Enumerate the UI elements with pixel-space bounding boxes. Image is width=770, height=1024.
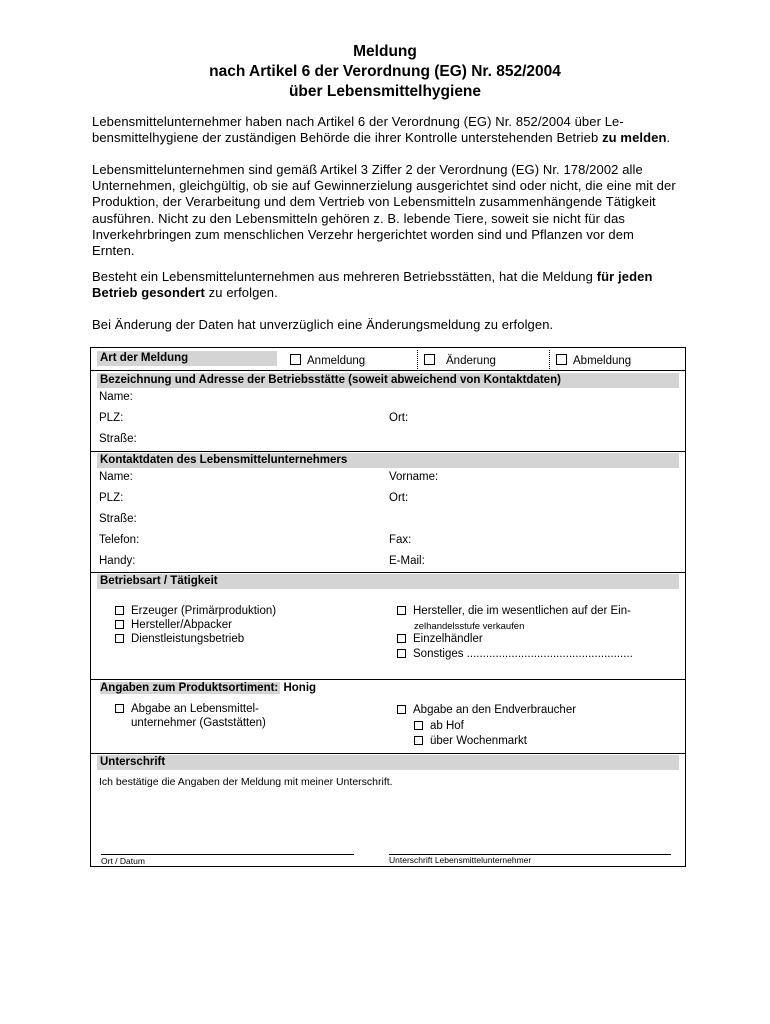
option-hersteller-einzelhandel[interactable] (397, 605, 631, 617)
option-einzelhaendler-label: Einzelhändler (413, 633, 483, 645)
option-dienstleistung-label: Dienstleistungsbetrieb (131, 633, 245, 645)
option-dienstleistung[interactable] (115, 633, 244, 645)
checkbox-icon[interactable] (397, 705, 406, 714)
divider (91, 370, 685, 371)
option-ab-hof-label: ab Hof (430, 720, 464, 732)
meldung-form (90, 347, 686, 867)
kontakt-fax-label: Fax: (389, 534, 412, 546)
option-wochenmarkt-label: über Wochenmarkt (430, 735, 527, 747)
checkbox-icon[interactable] (397, 606, 406, 615)
signature-label: Unterschrift Lebensmittelunternehmer (389, 855, 532, 865)
option-erzeuger[interactable] (115, 605, 276, 617)
kontakt-strasse-label: Straße: (99, 513, 137, 525)
checkbox-icon[interactable] (115, 606, 124, 615)
bst-strasse-label: Straße: (99, 433, 137, 445)
kontakt-email-label: E-Mail: (389, 555, 425, 567)
checkbox-icon[interactable] (397, 634, 406, 643)
option-sonstiges[interactable] (397, 648, 633, 660)
intro-p3-end: zu erfolgen. (208, 285, 278, 301)
bst-ort-label: Ort: (389, 412, 409, 424)
kontakt-vorname-label: Vorname: (389, 471, 439, 483)
checkbox-icon[interactable] (115, 704, 124, 713)
checkbox-icon[interactable] (397, 649, 406, 658)
intro-p1-end: . (666, 130, 671, 146)
option-hersteller-abpacker-label: Hersteller/Abpacker (131, 619, 232, 631)
checkbox-icon[interactable] (115, 634, 124, 643)
option-ab-hof[interactable] (414, 720, 464, 732)
option-anmeldung[interactable] (290, 354, 365, 367)
checkbox-icon[interactable] (414, 736, 423, 745)
checkbox-icon[interactable] (115, 620, 124, 629)
intro-p3-text: Besteht ein Lebensmittelunternehmen aus mehreren Betriebsstätten, hat die Meldung (92, 269, 593, 284)
kontakt-ort-label: Ort: (389, 492, 409, 504)
intro-paragraph-3 (92, 269, 677, 301)
betriebsart-header: Betriebsart / Tätigkeit (97, 574, 679, 589)
sortiment-header-label: Angaben zum Produktsortiment: (100, 682, 279, 694)
title-line2: nach Artikel 6 der Verordnung (EG) Nr. 852/2004 (209, 63, 561, 80)
option-abgabe-lu-label: Abgabe an Lebensmittel- (131, 703, 259, 715)
option-abgabe-lu-label-2: unternehmer (Gaststätten) (131, 717, 266, 729)
option-einzelhaendler[interactable] (397, 633, 483, 645)
divider (91, 451, 685, 452)
divider (91, 572, 685, 573)
kontakt-plz-label: PLZ: (99, 492, 124, 504)
divider (91, 679, 685, 680)
unterschrift-header: Unterschrift (97, 755, 679, 770)
option-hersteller-abpacker[interactable] (115, 619, 232, 631)
intro-p1-bold: zu melden (602, 130, 667, 146)
option-abmeldung[interactable] (556, 354, 631, 367)
option-abgabe-endverbraucher-label: Abgabe an den Endverbraucher (413, 704, 577, 716)
art-label: Art der Meldung (100, 352, 189, 364)
kontakt-header: Kontaktdaten des Lebensmittelunternehmers (97, 453, 679, 468)
intro-paragraph-2: Lebensmittelunternehmen sind gemäß Artikel 3 Ziffer 2 der Verordnung (EG) Nr. 178/2002 alle Unternehmen, gleichgültig, ob sie auf Gewinnerzielung ausgerichtet sind oder nicht, die eine mit der Produktion, der Verarbeitung und dem Vertrieb von Lebensmitteln zusammenhängende Tätigkeit ausführen. Nicht zu den Lebensmitteln gehören z. B. lebende Tiere, soweit sie nicht für das Inverkehrbringen zum menschlichen Verzehr hergerichtet worden sind und Pflanzen vor dem Ernten. (92, 162, 676, 259)
divider (91, 753, 685, 754)
checkbox-icon[interactable] (414, 721, 423, 730)
ort-datum-line[interactable] (101, 854, 354, 855)
option-sonstiges-label: Sonstiges .................................................... (413, 648, 633, 660)
bst-plz-label: PLZ: (99, 412, 124, 424)
option-anmeldung-label: Anmeldung (307, 355, 366, 367)
option-wochenmarkt[interactable] (414, 735, 527, 747)
sortiment-value: Honig (283, 682, 317, 694)
kontakt-name-label: Name: (99, 471, 133, 483)
option-abgabe-endverbraucher[interactable] (397, 704, 576, 716)
intro-p1-text: Lebensmittelunternehmer haben nach Artikel 6 der Verordnung (EG) Nr. 852/2004 über Lebensmittelhygiene der zuständigen Behörde die ihrer Kontrolle unterstehenden Betrieb (92, 114, 624, 146)
bst-name-label: Name: (99, 391, 133, 403)
ort-datum-label: Ort / Datum (101, 856, 145, 866)
sortiment-header (97, 681, 679, 696)
kontakt-handy-label: Handy: (99, 555, 136, 567)
intro-paragraph-4: Bei Änderung der Daten hat unverzüglich eine Änderungsmeldung zu erfolgen. (92, 317, 554, 332)
checkbox-icon[interactable] (556, 354, 567, 365)
checkbox-icon[interactable] (290, 354, 301, 365)
unterschrift-text: Ich bestätige die Angaben der Meldung mit meiner Unterschrift. (99, 776, 393, 788)
option-abmeldung-label: Abmeldung (573, 355, 632, 367)
art-divider-2 (549, 350, 550, 369)
checkbox-icon[interactable] (424, 354, 435, 365)
option-abgabe-lu[interactable] (115, 703, 259, 715)
title-line3: über Lebensmittelhygiene (288, 83, 482, 100)
option-aenderung-label: Änderung (446, 355, 496, 367)
intro-paragraph-1 (92, 114, 677, 146)
kontakt-telefon-label: Telefon: (99, 534, 140, 546)
option-aenderung[interactable] (424, 354, 496, 367)
option-hersteller-einzelhandel-label-2: zelhandelsstufe verkaufen (414, 621, 525, 632)
art-divider-1 (417, 350, 418, 369)
betriebsstaette-header: Bezeichnung und Adresse der Betriebsstätte (soweit abweichend von Kontaktdaten) (97, 373, 679, 388)
option-hersteller-einzelhandel-label: Hersteller, die im wesentlichen auf der Ein- (413, 605, 631, 617)
intro-p3-bold: für jeden Betrieb gesondert (92, 269, 653, 301)
title-line1: Meldung (353, 43, 417, 60)
option-erzeuger-label: Erzeuger (Primärproduktion) (131, 605, 277, 617)
